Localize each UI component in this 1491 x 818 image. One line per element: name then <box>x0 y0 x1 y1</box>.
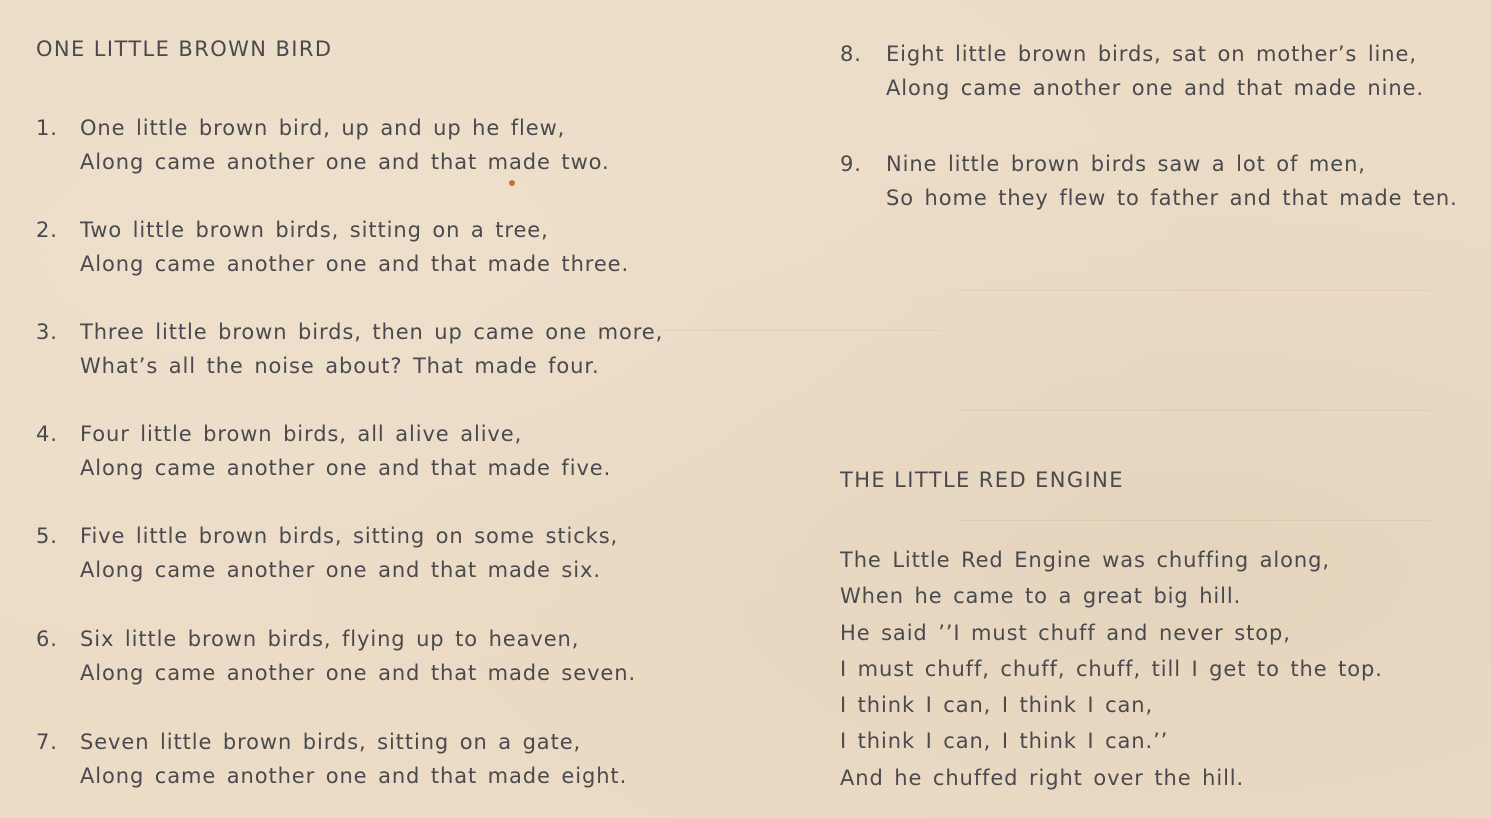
lyric-line: I think I can, I think I can.’’ <box>840 729 1169 754</box>
lyric-line: The Little Red Engine was chuffing along, <box>840 548 1330 572</box>
verse-line: Along came another one and that made three. <box>80 252 630 276</box>
verse-line: Three little brown birds, then up came one more, <box>80 320 664 344</box>
verse-line: So home they flew to father and that made ten. <box>886 186 1458 210</box>
verse-number: 4. <box>36 422 58 446</box>
song-title-red-engine: THE LITTLE RED ENGINE <box>840 468 1124 492</box>
lyric-line: When he came to a great big hill. <box>840 584 1242 609</box>
verse-number: 7. <box>36 730 58 754</box>
verse-8 <box>840 37 1424 105</box>
paper-speck <box>509 180 515 186</box>
paper-show-through-line <box>960 520 1430 521</box>
verse-line: What’s all the noise about? That made four. <box>80 354 600 378</box>
engine-song-lyrics <box>840 542 1383 796</box>
verse-number: 8. <box>840 42 862 66</box>
verse-9 <box>840 147 1458 215</box>
verse-line: One little brown bird, up and up he flew, <box>80 116 566 140</box>
lyric-line: And he chuffed right over the hill. <box>840 765 1245 790</box>
verse-2 <box>36 213 630 281</box>
verse-line: Five little brown birds, sitting on some sticks, <box>80 524 619 548</box>
verse-3 <box>36 315 664 383</box>
verse-line: Along came another one and that made two. <box>80 150 610 174</box>
verse-line: Along came another one and that made five. <box>80 456 612 480</box>
verse-number: 9. <box>840 152 862 176</box>
verse-line: Two little brown birds, sitting on a tree, <box>80 218 549 242</box>
verse-7 <box>36 725 628 793</box>
paper-show-through-line <box>660 330 940 331</box>
verse-number: 1. <box>36 116 58 140</box>
verse-line: Along came another one and that made six. <box>80 558 601 582</box>
verse-number: 2. <box>36 218 58 242</box>
verse-number: 5. <box>36 524 58 548</box>
paper-show-through-line <box>960 410 1430 411</box>
verse-number: 6. <box>36 627 58 651</box>
verse-line: Along came another one and that made nine. <box>886 76 1424 100</box>
verse-line: Seven little brown birds, sitting on a gate, <box>80 730 582 754</box>
verse-1 <box>36 111 610 179</box>
verse-6 <box>36 622 637 690</box>
verse-4 <box>36 417 612 485</box>
verse-5 <box>36 519 619 587</box>
verse-line: Eight little brown birds, sat on mother’s line, <box>886 42 1417 66</box>
verse-line: Along came another one and that made eight. <box>80 764 628 788</box>
verse-line: Six little brown birds, flying up to heaven, <box>80 627 580 651</box>
lyric-line: I think I can, I think I can, <box>840 693 1154 718</box>
song-title-brown-bird: ONE LITTLE BROWN BIRD <box>36 37 333 61</box>
verse-line: Along came another one and that made seven. <box>80 661 637 685</box>
verse-line: Four little brown birds, all alive alive, <box>80 422 523 446</box>
verse-line: Nine little brown birds saw a lot of men, <box>886 152 1366 176</box>
verse-number: 3. <box>36 320 58 344</box>
lyric-line: I must chuff, chuff, chuff, till I get to the top. <box>840 656 1383 681</box>
paper-show-through-line <box>960 290 1430 291</box>
lyric-line: He said ’’I must chuff and never stop, <box>840 620 1291 645</box>
